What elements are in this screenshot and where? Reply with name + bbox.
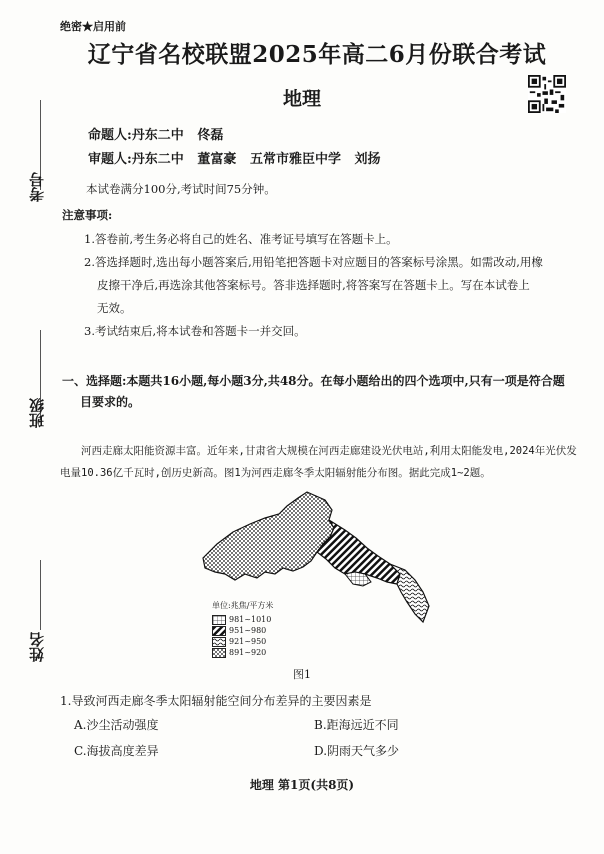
- section-heading-line: 目要求的。: [80, 395, 141, 409]
- notes-list: [84, 229, 574, 344]
- legend-item: [212, 647, 273, 658]
- score-info: 本试卷满分100分,考试时间75分钟。: [86, 182, 276, 196]
- question-stem: 1.导致河西走廊冬季太阳辐射能空间分布差异的主要因素是: [60, 694, 372, 708]
- subject-title: 地理: [282, 88, 321, 110]
- legend-label: 921~950: [229, 637, 267, 646]
- map-region-high: [203, 492, 334, 580]
- note-item: 1.答卷前,考生务必将自己的姓名、准考证号填写在答题卡上。: [84, 232, 398, 246]
- binding-line: [40, 560, 41, 630]
- note-item: 皮擦干净后,再选涂其他答案标号。答非选择题时,将答案写在答题卡上。写在本试卷上: [97, 278, 530, 292]
- note-item: 2.答选择题时,选出每小题答案后,用铅笔把答题卡对应题目的答案标号涂黑。如需改动,用橡: [84, 255, 543, 269]
- map-legend: [212, 600, 273, 658]
- notes-heading: 注意事项:: [62, 208, 113, 222]
- legend-unit: 单位:兆焦/平方米: [212, 601, 274, 610]
- class-label: 班级: [28, 398, 46, 428]
- option-a: A.沙尘活动强度: [74, 718, 159, 732]
- legend-swatch-icon: [212, 648, 226, 658]
- section-heading: [62, 371, 582, 413]
- name-label: 姓名: [28, 632, 46, 662]
- option-b: B.距海远近不同: [314, 718, 399, 732]
- reading-passage: 河西走廊太阳能资源丰富。近年来,甘肃省大规模在河西走廊建设光伏电站,利用太阳能发电,2024年光伏发电量10.36亿千瓦时,创历史新高。图1为河西走廊冬季太阳辐射能分布图。据此完成1~2题。: [60, 445, 577, 479]
- option-c: C.海拔高度差异: [74, 744, 159, 758]
- note-item: 3.考试结束后,将本试卷和答题卡一并交回。: [84, 324, 306, 338]
- exam-number-label: 考号: [28, 172, 46, 202]
- legend-label: 891~920: [229, 648, 267, 657]
- legend-swatch-icon: [212, 615, 226, 625]
- section-heading-line: 一、选择题:本题共16小题,每小题3分,共48分。在每小题给出的四个选项中,只有一项是符合题: [62, 374, 565, 388]
- legend-swatch-icon: [212, 637, 226, 647]
- option-d: D.阴雨天气多少: [314, 744, 400, 758]
- reviewer-line: 审题人:丹东二中 董富豪 五常市雅臣中学 刘扬: [88, 152, 381, 167]
- legend-item: [212, 614, 273, 625]
- legend-label: 981~1010: [229, 615, 272, 624]
- legend-label: 951~980: [229, 626, 267, 635]
- note-item: 无效。: [97, 301, 132, 315]
- confidential-label: 绝密★启用前: [60, 20, 126, 33]
- figure-caption: 图1: [293, 668, 311, 681]
- page-footer: 地理 第1页(共8页): [249, 778, 355, 792]
- author-line: 命题人:丹东二中 佟磊: [88, 128, 224, 143]
- legend-swatch-icon: [212, 626, 226, 636]
- qr-code-icon: [528, 75, 566, 113]
- exam-title: 辽宁省名校联盟2025年高二6月份联合考试: [87, 41, 547, 68]
- legend-item: [212, 636, 273, 647]
- legend-item: [212, 625, 273, 636]
